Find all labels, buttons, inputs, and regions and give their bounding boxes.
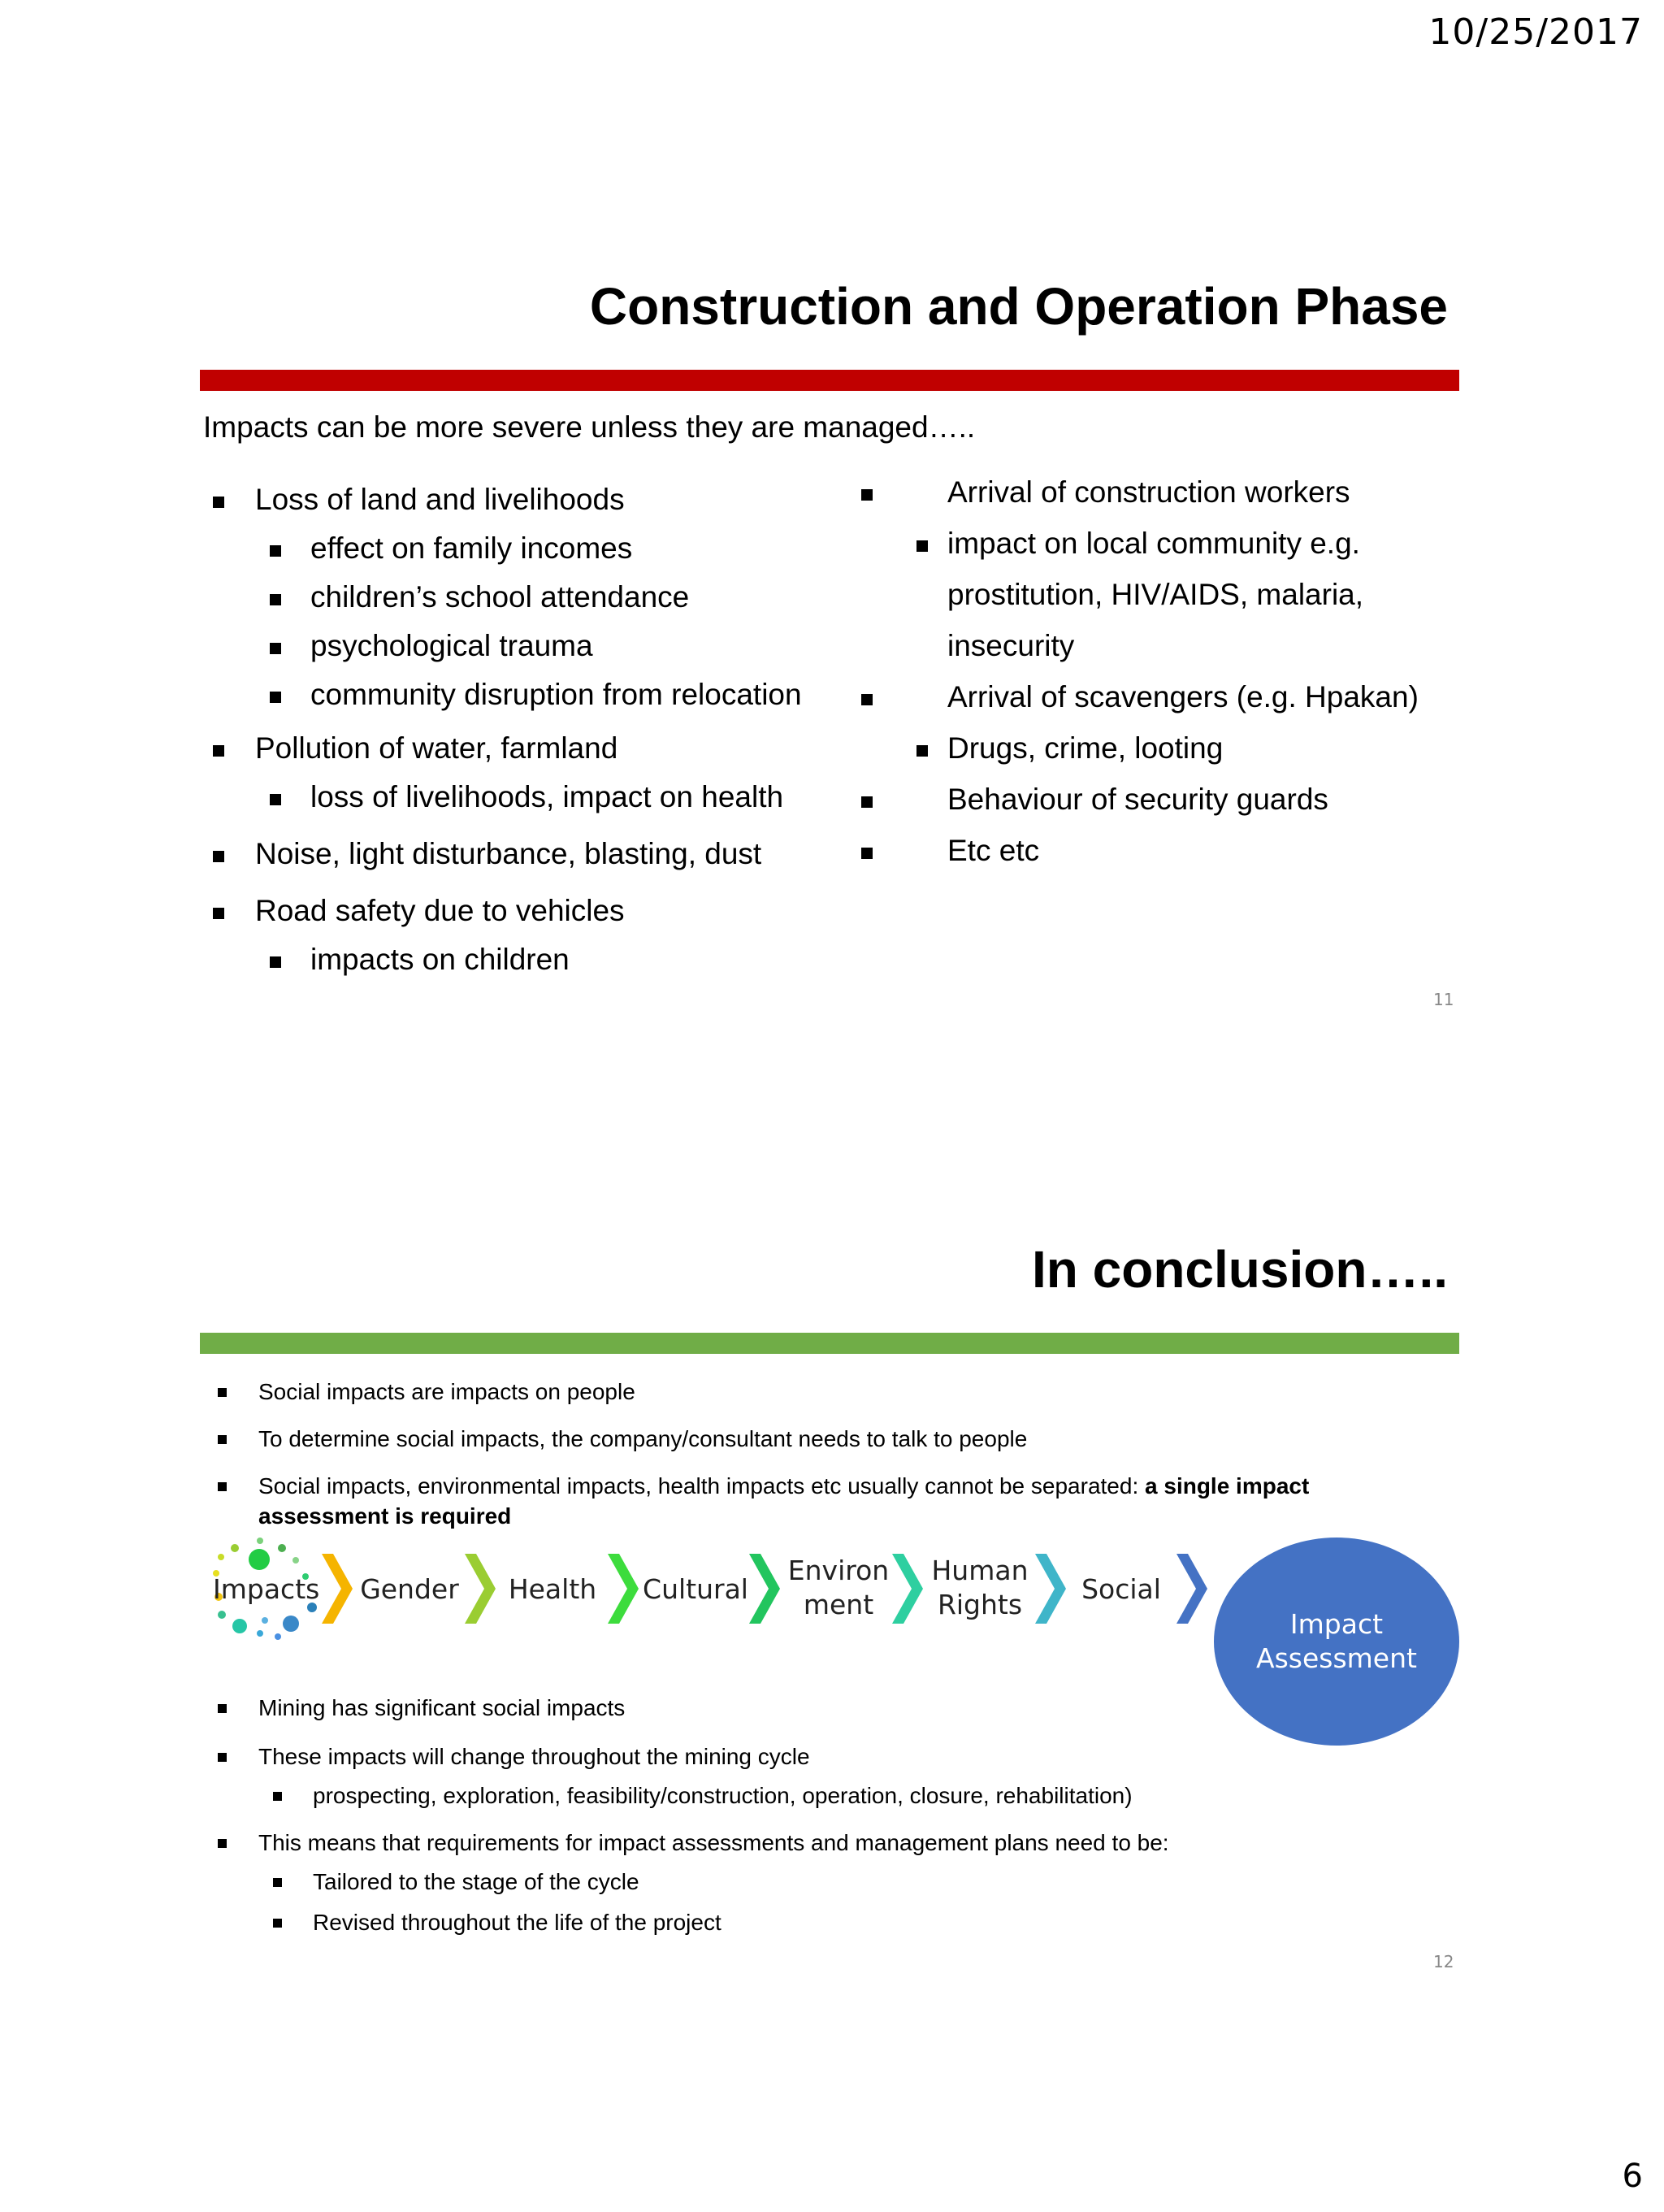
- list-item: effect on family incomes: [200, 531, 802, 580]
- slide1-left-list: [200, 483, 802, 991]
- slide2-number: 12: [1433, 1952, 1454, 1971]
- bullet-square-icon: [270, 594, 281, 605]
- bullet-square-icon: [916, 745, 928, 757]
- list-item: children’s school attendance: [200, 580, 802, 629]
- list-item: Behaviour of security guards: [837, 783, 1419, 834]
- flow-start-label: Impacts: [213, 1573, 320, 1605]
- list-item: loss of livelihoods, impact on health: [200, 780, 802, 837]
- bullet-square-icon: [916, 540, 928, 552]
- bullet-square-icon: [861, 489, 873, 501]
- bullet-square-icon: [270, 545, 281, 557]
- slide1-right-list: [837, 475, 1419, 885]
- bullet-square-icon: [218, 1435, 227, 1444]
- list-item: Noise, light disturbance, blasting, dust: [200, 837, 802, 894]
- list-item: These impacts will change throughout the mining cycle: [203, 1744, 1169, 1783]
- slide2-title: In conclusion…..: [1031, 1240, 1448, 1299]
- impact-assessment-label: Impact Assessment: [1256, 1608, 1417, 1674]
- slide2-top-list: [203, 1379, 1309, 1533]
- list-item: Drugs, crime, looting: [837, 731, 1419, 783]
- bullet-square-icon: [218, 1704, 227, 1713]
- list-item: prostitution, HIV/AIDS, malaria,: [947, 578, 1364, 611]
- flow-chevron-icon: [749, 1554, 780, 1624]
- bullet-square-icon: [273, 1878, 282, 1887]
- slide1-intro: Impacts can be more severe unless they are managed…..: [203, 410, 976, 444]
- bullet-square-icon: [218, 1753, 227, 1762]
- list-item: psychological trauma: [200, 629, 802, 678]
- page-number: 6: [1622, 2158, 1643, 2195]
- flow-step-label: Gender: [360, 1573, 459, 1605]
- bullet-square-icon: [861, 848, 873, 859]
- flow-step-label: Social: [1081, 1573, 1161, 1605]
- bullet-square-icon: [213, 908, 224, 919]
- list-item: prospecting, exploration, feasibility/construction, operation, closure, rehabilitation): [203, 1783, 1169, 1830]
- list-item: Road safety due to vehicles: [200, 894, 802, 943]
- bullet-square-icon: [218, 1839, 227, 1848]
- flow-step-label: Human Rights: [931, 1555, 1029, 1620]
- list-item: insecurity: [947, 629, 1075, 662]
- bullet-square-icon: [218, 1388, 227, 1397]
- slide1-number: 11: [1433, 990, 1454, 1009]
- flow-chevron-icon: [465, 1554, 496, 1624]
- flow-step-label: Environ ment: [787, 1555, 890, 1620]
- bullet-square-icon: [270, 956, 281, 968]
- list-item: impacts on children: [200, 943, 802, 991]
- flow-chevron-icon: [608, 1554, 639, 1624]
- flow-chevron-icon: [322, 1554, 353, 1624]
- bullet-square-icon: [273, 1919, 282, 1928]
- bullet-square-icon: [270, 794, 281, 805]
- page-date: 10/25/2017: [1428, 11, 1643, 53]
- list-item: Social impacts are impacts on people: [203, 1379, 1309, 1426]
- bullet-square-icon: [218, 1482, 227, 1491]
- list-item: This means that requirements for impact assessments and management plans need to be:: [203, 1830, 1169, 1869]
- bullet-square-icon: [213, 851, 224, 862]
- list-item-continuation: assessment is required: [258, 1503, 512, 1529]
- list-item: Tailored to the stage of the cycle: [203, 1869, 1169, 1910]
- list-item: Pollution of water, farmland: [200, 731, 802, 780]
- list-item: Arrival of construction workers: [837, 475, 1419, 527]
- flow-chevron-icon: [892, 1554, 923, 1624]
- slide2-title-bar: [200, 1333, 1459, 1354]
- flow-chevron-icon: [1176, 1554, 1207, 1624]
- list-item: Loss of land and livelihoods: [200, 483, 802, 531]
- bullet-square-icon: [861, 694, 873, 705]
- slide1-title-bar: [200, 370, 1459, 391]
- bullet-square-icon: [273, 1792, 282, 1801]
- slide2-bottom-list: [203, 1695, 1169, 1949]
- bullet-square-icon: [270, 692, 281, 703]
- bullet-square-icon: [270, 643, 281, 654]
- list-item: impact on local community e.g.: [837, 527, 1419, 578]
- slide1-title: Construction and Operation Phase: [589, 277, 1448, 336]
- list-item: community disruption from relocation: [200, 678, 802, 731]
- list-item: To determine social impacts, the company/consultant needs to talk to people: [203, 1426, 1309, 1473]
- impact-assessment-circle: [1214, 1538, 1459, 1746]
- bullet-square-icon: [861, 796, 873, 808]
- list-item: Mining has significant social impacts: [203, 1695, 1169, 1744]
- flow-chevron-icon: [1035, 1554, 1066, 1624]
- bullet-square-icon: [213, 497, 224, 508]
- list-item: Social impacts, environmental impacts, health impacts etc usually cannot be separated: a single impact: [203, 1473, 1309, 1503]
- flow-step-label: Health: [508, 1573, 597, 1605]
- list-item: Revised throughout the life of the project: [203, 1910, 1169, 1949]
- bullet-square-icon: [213, 745, 224, 757]
- list-item: Etc etc: [837, 834, 1419, 885]
- list-item: Arrival of scavengers (e.g. Hpakan): [837, 680, 1419, 731]
- flow-step-label: Cultural: [643, 1573, 748, 1605]
